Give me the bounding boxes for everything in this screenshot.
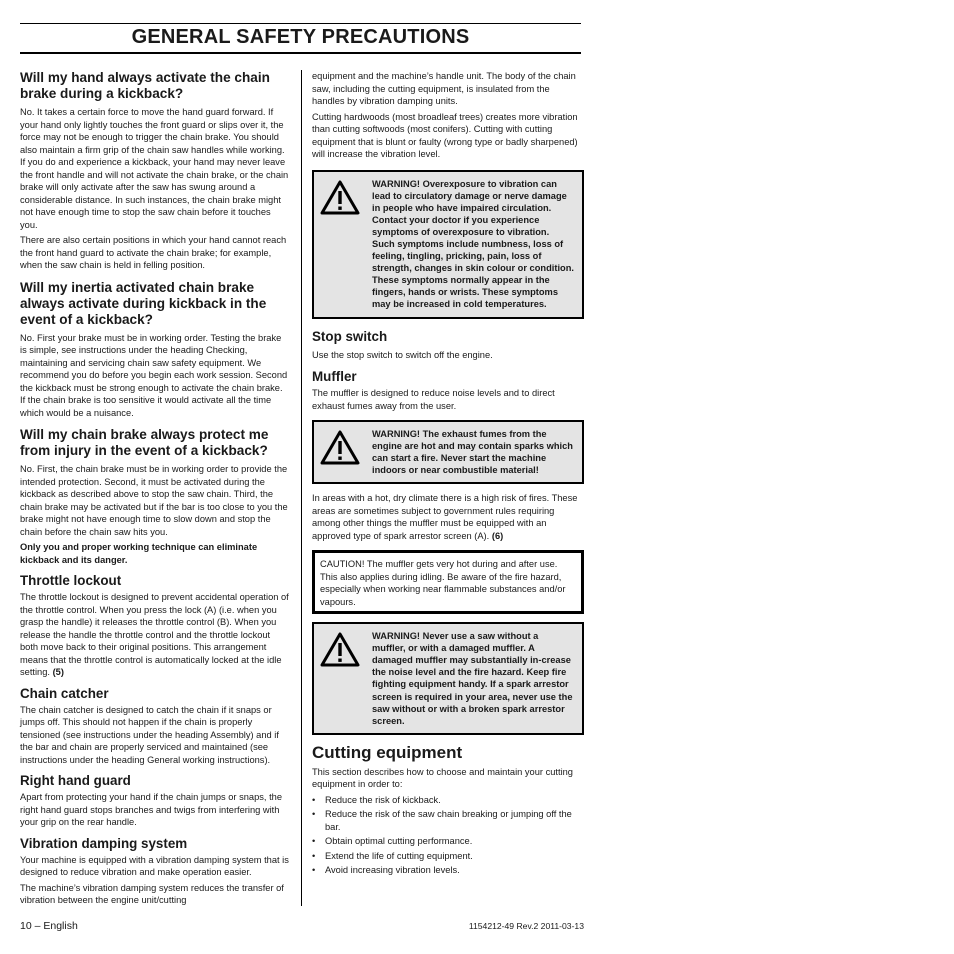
list-item: • Extend the life of cutting equipment. [312,850,473,861]
warning-text: WARNING! Never use a saw without a muffler, or with a damaged muffler. A damaged muffler may substantially in-crease the noise level and the fire hazard. Keep fire fighting equipment handy. If a spark arrestor screen is required in your area, never use the saw without or with a broken spark arrestor screen. [372,631,573,726]
paragraph: The machine’s vibration damping system reduces the transfer of vibration between the engine unit/cutting [20,882,284,905]
header-rule-top [20,23,581,24]
paragraph-text: The throttle lockout is designed to prevent accidental operation of the throttle control. When you press the lock (A) (i.e. when you grasp the handle) it releases the throttle control (B). When you release the handle the throttle control and the throttle lockout both move back to their original positions. This arrangement means that the throttle control is automatically locked at the idle setting. [20,592,289,677]
paragraph [20,591,289,679]
figure-ref: (6) [491,530,504,541]
header-rule-bottom [20,52,581,54]
bullet-icon: • [312,850,316,861]
paragraph: No. It takes a certain force to move the hand guard forward. If your hand only lightly touches the front guard or slips over it, the force may not be enough to trigger the chain brake. You should also maintain a firm grip of the chain saw handles while working. If you do and experience a kickback, your hand may never leave the front handle and will not activate the chain brake, or the chain brake will only activate after the saw has swung around a considerable distance. In such instances, the chain brake might not have enough time to stop the saw chain before it touches you. [20,107,289,230]
column-divider [301,70,302,906]
paragraph: The muffler is designed to reduce noise levels and to direct exhaust fumes away from the user. [312,388,555,411]
paragraph-emphasis: Only you and proper working technique can eliminate kickback and its danger. [20,542,258,565]
heading-chain-catcher: Chain catcher [20,685,109,701]
bullet-list [312,794,584,877]
warning-box-muffler [312,622,584,735]
left-column [20,70,289,910]
warning-triangle-icon [320,178,362,311]
page-number: 10 – English [20,920,78,932]
paragraph: No. First your brake must be in working order. Testing the brake is simple, see instructions under the heading Checking, maintaining and servicing chain saw safety equipment. We recommend you do before you begin each work session. Second the kickback must be strong enough to activate the chain brake. If the chain brake is too sensitive it would activate all the time which would be a nuisance. [20,332,288,418]
list-item: • Obtain optimal cutting performance. [312,836,473,847]
heading-right-hand-guard: Right hand guard [20,773,131,788]
bullet-icon: • [312,794,316,805]
paragraph-text: In areas with a hot, dry climate there is a high risk of fires. These areas are sometimes subject to government rules requiring among other things the muffler must be equipped with an approved type of spark arrestor screen (A). [312,493,578,541]
paragraph: No. First, the chain brake must be in working order to provide the intended protection. Second, it must be activated during the kickback as described above to stop the saw chain. Third, the chain brake may be activated but if the bar is too close to you the brake might not have enough time to slow down and stop the chain before the chain saw hits you. [20,464,288,537]
heading-brake-protect: Will my chain brake always protect me from injury in the event of a kickback? [20,427,269,458]
paragraph [312,492,584,542]
bullet-icon: • [312,865,316,876]
warning-text: WARNING! Overexposure to vibration can lead to circulatory damage or nerve damage in people who have impaired circulation. Contact your doctor if you experience symptoms of overexposure to vibration. Such symptoms include numbness, loss of feeling, tingling, pricking, pain, loss of strength, changes in skin colour or condition. These symptoms normally appear in the fingers, hands or wrists. These symptoms may be increased in cold temperatures. [372,178,574,310]
heading-cutting-equipment: Cutting equipment [312,742,463,762]
heading-inertia-brake: Will my inertia activated chain brake always activate during kickback in the event of a kickback? [20,279,267,327]
heading-vibration-damping: Vibration damping system [20,835,188,851]
list-item: • Avoid increasing vibration levels. [312,865,460,876]
figure-ref: (5) [52,667,64,677]
list-item: • Reduce the risk of kickback. [312,794,441,805]
heading-stop-switch: Stop switch [312,328,388,344]
warning-text: WARNING! The exhaust fumes from the engine are hot and may contain sparks which can start a fire. Never start the machine indoors or near combustible material! [372,429,573,476]
paragraph: This section describes how to choose and maintain your cutting equipment in order to: [312,766,573,790]
document-revision: 1154212-49 Rev.2 2011-03-13 [468,921,584,931]
warning-triangle-icon [320,630,362,727]
paragraph: There are also certain positions in which your hand cannot reach the front hand guard to activate the chain brake; for example, when the saw chain is held in felling position. [20,235,287,270]
bullet-icon: • [312,836,316,847]
page-title: GENERAL SAFETY PRECAUTIONS [131,26,470,48]
heading-muffler: Muffler [312,369,357,385]
list-item: • Reduce the risk of the saw chain breaking or jumping off the bar. [312,809,572,832]
warning-triangle-icon [320,428,362,476]
paragraph: Use the stop switch to switch off the engine. [312,349,493,360]
bullet-icon: • [312,809,316,820]
paragraph: The chain catcher is designed to catch the chain if it snaps or jumps off. This should not happen if the chain is properly tensioned (see instructions under the heading Assembly) and if the bar and chain are properly serviced and maintained (see instructions under the heading General working instructions). [20,704,279,765]
caution-box: CAUTION! The muffler gets very hot during and after use. This also applies during idling. Be aware of the fire hazard, especially when working near flammable substances and/or vapours. [312,550,584,614]
heading-throttle-lockout: Throttle lockout [20,573,122,588]
right-column [312,70,584,879]
paragraph: equipment and the machine’s handle unit. The body of the chain saw, including the cutting equipment, is insulated from the handles by vibration damping units. [312,71,576,106]
paragraph: Cutting hardwoods (most broadleaf trees) creates more vibration than cutting softwoods (most conifers). Cutting with cutting equipment that is blunt or faulty (wrong type or badly sharpened) will increase the vibration level. [312,111,578,159]
paragraph: Apart from protecting your hand if the chain jumps or snaps, the right hand guard stops branches and twigs from interfering with your grip on the rear handle. [20,792,283,827]
heading-hand-activate: Will my hand always activate the chain brake during a kickback? [20,70,270,101]
warning-box-vibration [312,170,584,319]
warning-box-exhaust [312,420,584,484]
paragraph: Your machine is equipped with a vibration damping system that is designed to reduce vibration and make operation easier. [20,854,289,877]
